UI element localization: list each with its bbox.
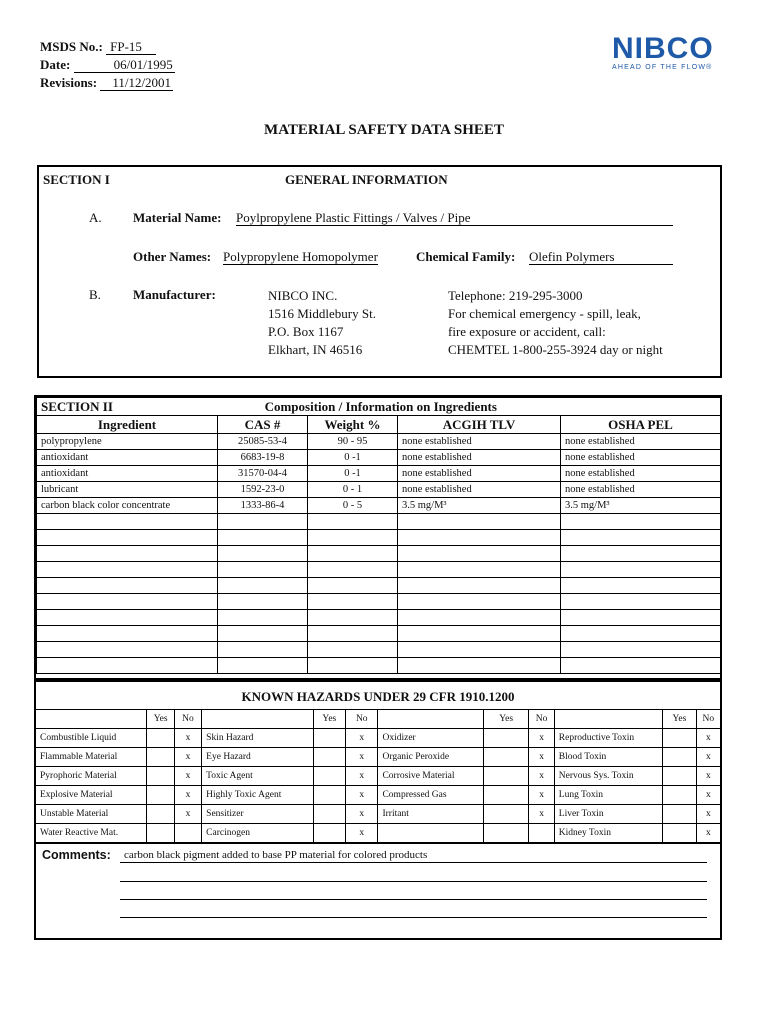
ingredient-name xyxy=(37,562,218,578)
msds-number-value: FP-15 xyxy=(106,39,156,55)
hazard-no: x xyxy=(346,805,378,824)
acgih-tlv xyxy=(398,610,561,626)
yes-header: Yes xyxy=(663,710,696,729)
hazard-name: Carcinogen xyxy=(202,824,313,843)
acgih-tlv xyxy=(398,658,561,674)
hazard-no: x xyxy=(529,748,554,767)
acgih-tlv xyxy=(398,578,561,594)
acgih-tlv xyxy=(398,530,561,546)
hazard-no: x xyxy=(696,767,720,786)
hazard-yes xyxy=(483,729,529,748)
hazard-yes xyxy=(663,767,696,786)
hazard-name: Flammable Material xyxy=(36,748,147,767)
revisions-field xyxy=(40,74,173,91)
hazard-no: x xyxy=(696,824,720,843)
hazard-no: x xyxy=(174,786,201,805)
cas-number: 1333-86-4 xyxy=(218,498,308,514)
contact-line: fire exposure or accident, call: xyxy=(448,324,606,339)
ingredient-row xyxy=(37,482,721,498)
blank-row xyxy=(37,642,721,658)
hazards-header-row xyxy=(36,710,721,729)
hazard-no: x xyxy=(529,767,554,786)
manufacturer-address xyxy=(268,287,376,359)
column-header: Ingredient xyxy=(37,416,218,434)
hazard-yes xyxy=(147,824,174,843)
cas-number xyxy=(218,546,308,562)
section-1-heading: GENERAL INFORMATION xyxy=(285,172,448,187)
material-name-value: Poylpropylene Plastic Fittings / Valves / Pipe xyxy=(236,210,673,226)
weight-percent xyxy=(308,578,398,594)
no-header: No xyxy=(696,710,720,729)
weight-percent xyxy=(308,626,398,642)
hazard-no: x xyxy=(696,729,720,748)
hazard-name: Sensitizer xyxy=(202,805,313,824)
cas-number xyxy=(218,658,308,674)
hazard-yes xyxy=(147,729,174,748)
revisions-label: Revisions: xyxy=(40,75,98,90)
ingredient-row xyxy=(37,498,721,514)
osha-pel: none established xyxy=(561,434,721,450)
hazard-name: Blood Toxin xyxy=(554,748,662,767)
ingredient-row xyxy=(37,434,721,450)
hazard-name-header xyxy=(554,710,662,729)
osha-pel: none established xyxy=(561,482,721,498)
hazard-name-header xyxy=(36,710,147,729)
hazard-name: Organic Peroxide xyxy=(378,748,483,767)
osha-pel: none established xyxy=(561,450,721,466)
comment-line xyxy=(120,899,707,900)
comment-line xyxy=(120,917,707,918)
blank-row xyxy=(37,514,721,530)
hazard-yes xyxy=(663,824,696,843)
weight-percent xyxy=(308,546,398,562)
hazard-yes xyxy=(313,805,345,824)
cas-number xyxy=(218,626,308,642)
hazard-name: Explosive Material xyxy=(36,786,147,805)
cas-number xyxy=(218,610,308,626)
section-2-heading: Composition / Information on Ingredients xyxy=(218,398,721,416)
acgih-tlv: none established xyxy=(398,434,561,450)
acgih-tlv xyxy=(398,546,561,562)
composition-table xyxy=(36,397,721,674)
material-name-label: Material Name: xyxy=(133,210,222,225)
comment-line xyxy=(120,862,707,863)
manufacturer-line: NIBCO INC. xyxy=(268,288,338,303)
hazard-name: Nervous Sys. Toxin xyxy=(554,767,662,786)
hazard-yes xyxy=(663,729,696,748)
contact-line: CHEMTEL 1-800-255-3924 day or night xyxy=(448,342,663,357)
hazard-name: Highly Toxic Agent xyxy=(202,786,313,805)
blank-row xyxy=(37,562,721,578)
weight-percent: 0 - 5 xyxy=(308,498,398,514)
blank-row xyxy=(37,578,721,594)
hazard-name: Skin Hazard xyxy=(202,729,313,748)
blank-row xyxy=(37,658,721,674)
hazard-no: x xyxy=(174,805,201,824)
hazard-name: Pyrophoric Material xyxy=(36,767,147,786)
weight-percent: 90 - 95 xyxy=(308,434,398,450)
weight-percent xyxy=(308,562,398,578)
cas-number: 6683-19-8 xyxy=(218,450,308,466)
ingredient-name xyxy=(37,642,218,658)
hazard-row xyxy=(36,824,721,843)
acgih-tlv xyxy=(398,642,561,658)
comment-line xyxy=(120,881,707,882)
hazard-no: x xyxy=(696,748,720,767)
msds-number-label: MSDS No.: xyxy=(40,39,103,54)
logo-wordmark: NIBCO xyxy=(612,32,714,65)
column-header: ACGIH TLV xyxy=(398,416,561,434)
logo-tagline: AHEAD OF THE FLOW® xyxy=(612,64,713,71)
hazard-yes xyxy=(483,786,529,805)
revisions-value: 11/12/2001 xyxy=(100,75,173,91)
no-header: No xyxy=(529,710,554,729)
osha-pel xyxy=(561,546,721,562)
ingredient-name: antioxidant xyxy=(37,466,218,482)
hazard-yes xyxy=(147,805,174,824)
hazard-no: x xyxy=(346,824,378,843)
ingredient-name xyxy=(37,546,218,562)
hazard-yes xyxy=(313,767,345,786)
hazard-yes xyxy=(483,805,529,824)
cas-number xyxy=(218,562,308,578)
cas-number xyxy=(218,514,308,530)
no-header: No xyxy=(346,710,378,729)
hazard-row xyxy=(36,805,721,824)
hazard-no: x xyxy=(696,805,720,824)
contact-line: For chemical emergency - spill, leak, xyxy=(448,306,641,321)
weight-percent xyxy=(308,610,398,626)
cas-number xyxy=(218,530,308,546)
hazard-name: Corrosive Material xyxy=(378,767,483,786)
blank-row xyxy=(37,626,721,642)
hazard-name: Oxidizer xyxy=(378,729,483,748)
ingredient-name: polypropylene xyxy=(37,434,218,450)
osha-pel xyxy=(561,626,721,642)
hazard-yes xyxy=(313,729,345,748)
hazards-table xyxy=(35,709,721,843)
section-2-header-row xyxy=(37,398,721,416)
osha-pel xyxy=(561,562,721,578)
acgih-tlv: none established xyxy=(398,482,561,498)
yes-header: Yes xyxy=(483,710,529,729)
section-2-box xyxy=(34,395,722,680)
hazard-yes xyxy=(663,748,696,767)
yes-header: Yes xyxy=(147,710,174,729)
column-header: OSHA PEL xyxy=(561,416,721,434)
comments-text: carbon black pigment added to base PP material for colored products xyxy=(124,849,428,861)
ingredient-name xyxy=(37,658,218,674)
column-header: Weight % xyxy=(308,416,398,434)
manufacturer-line: 1516 Middlebury St. xyxy=(268,306,376,321)
section-1-label: SECTION I xyxy=(43,172,110,187)
chemical-family-value: Olefin Polymers xyxy=(529,249,673,265)
weight-percent xyxy=(308,658,398,674)
ingredient-name xyxy=(37,610,218,626)
hazard-yes xyxy=(313,748,345,767)
hazard-no: x xyxy=(346,786,378,805)
manufacturer-label: Manufacturer: xyxy=(133,287,216,302)
item-a-letter: A. xyxy=(89,210,102,225)
acgih-tlv: none established xyxy=(398,450,561,466)
hazard-yes xyxy=(147,767,174,786)
hazard-name: Combustible Liquid xyxy=(36,729,147,748)
other-names-value: Polypropylene Homopolymer xyxy=(223,249,378,264)
document-title: MATERIAL SAFETY DATA SHEET xyxy=(264,122,504,138)
cas-number: 1592-23-0 xyxy=(218,482,308,498)
hazard-row xyxy=(36,748,721,767)
msds-number xyxy=(40,38,156,55)
hazard-yes xyxy=(483,767,529,786)
comments-box xyxy=(34,842,722,940)
hazard-name: Reproductive Toxin xyxy=(554,729,662,748)
no-header: No xyxy=(174,710,201,729)
yes-header: Yes xyxy=(313,710,345,729)
ingredient-name xyxy=(37,578,218,594)
blank-row xyxy=(37,546,721,562)
hazard-no: x xyxy=(529,805,554,824)
acgih-tlv xyxy=(398,562,561,578)
hazard-no xyxy=(529,824,554,843)
hazard-no: x xyxy=(174,729,201,748)
acgih-tlv xyxy=(398,594,561,610)
hazard-no: x xyxy=(346,729,378,748)
weight-percent: 0 -1 xyxy=(308,466,398,482)
item-b-letter: B. xyxy=(89,287,101,302)
cas-number xyxy=(218,594,308,610)
hazard-no: x xyxy=(174,767,201,786)
osha-pel xyxy=(561,610,721,626)
osha-pel xyxy=(561,578,721,594)
hazard-name: Lung Toxin xyxy=(554,786,662,805)
hazard-no: x xyxy=(696,786,720,805)
ingredient-name: lubricant xyxy=(37,482,218,498)
ingredient-name xyxy=(37,530,218,546)
acgih-tlv: none established xyxy=(398,466,561,482)
date-value: 06/01/1995 xyxy=(74,57,175,73)
blank-row xyxy=(37,530,721,546)
hazard-row xyxy=(36,729,721,748)
hazard-yes xyxy=(483,748,529,767)
column-header: CAS # xyxy=(218,416,308,434)
hazard-yes xyxy=(663,786,696,805)
weight-percent xyxy=(308,514,398,530)
osha-pel: none established xyxy=(561,466,721,482)
osha-pel xyxy=(561,530,721,546)
ingredient-row xyxy=(37,466,721,482)
hazard-name: Toxic Agent xyxy=(202,767,313,786)
manufacturer-contact xyxy=(448,287,663,359)
ingredient-name: antioxidant xyxy=(37,450,218,466)
ingredient-name xyxy=(37,594,218,610)
weight-percent: 0 - 1 xyxy=(308,482,398,498)
hazard-yes xyxy=(313,786,345,805)
hazard-name: Compressed Gas xyxy=(378,786,483,805)
hazard-name xyxy=(378,824,483,843)
blank-row xyxy=(37,610,721,626)
chemical-family-label: Chemical Family: xyxy=(416,249,516,264)
hazard-no: x xyxy=(174,748,201,767)
cas-number: 31570-04-4 xyxy=(218,466,308,482)
nibco-logo xyxy=(612,34,730,71)
osha-pel xyxy=(561,594,721,610)
acgih-tlv xyxy=(398,626,561,642)
cas-number: 25085-53-4 xyxy=(218,434,308,450)
ingredient-name: carbon black color concentrate xyxy=(37,498,218,514)
hazard-no: x xyxy=(529,729,554,748)
hazard-yes xyxy=(313,824,345,843)
hazard-no xyxy=(174,824,201,843)
section-1-box xyxy=(37,165,722,378)
hazard-yes xyxy=(483,824,529,843)
hazard-name: Water Reactive Mat. xyxy=(36,824,147,843)
hazard-name: Unstable Material xyxy=(36,805,147,824)
blank-row xyxy=(37,594,721,610)
contact-line: Telephone: 219-295-3000 xyxy=(448,288,583,303)
hazard-row xyxy=(36,767,721,786)
hazard-name: Liver Toxin xyxy=(554,805,662,824)
manufacturer-line: Elkhart, IN 46516 xyxy=(268,342,363,357)
cas-number xyxy=(218,642,308,658)
other-names-label: Other Names: xyxy=(133,249,212,264)
osha-pel xyxy=(561,514,721,530)
hazard-no: x xyxy=(346,767,378,786)
weight-percent xyxy=(308,642,398,658)
comments-label: Comments: xyxy=(42,848,111,862)
hazard-yes xyxy=(147,786,174,805)
hazard-no: x xyxy=(346,748,378,767)
hazards-box xyxy=(34,680,722,844)
composition-column-headers xyxy=(37,416,721,434)
weight-percent xyxy=(308,530,398,546)
ingredient-name xyxy=(37,514,218,530)
hazard-name: Eye Hazard xyxy=(202,748,313,767)
hazards-heading: KNOWN HAZARDS UNDER 29 CFR 1910.1200 xyxy=(241,689,515,704)
weight-percent: 0 -1 xyxy=(308,450,398,466)
manufacturer-line: P.O. Box 1167 xyxy=(268,324,344,339)
ingredient-row xyxy=(37,450,721,466)
acgih-tlv xyxy=(398,514,561,530)
date-label: Date: xyxy=(40,57,71,72)
section-2-label: SECTION II xyxy=(37,398,218,416)
osha-pel xyxy=(561,658,721,674)
hazard-name-header xyxy=(202,710,313,729)
hazard-no: x xyxy=(529,786,554,805)
hazard-row xyxy=(36,786,721,805)
hazard-name: Irritant xyxy=(378,805,483,824)
hazard-yes xyxy=(663,805,696,824)
hazard-yes xyxy=(147,748,174,767)
hazard-name-header xyxy=(378,710,483,729)
date-field xyxy=(40,56,175,73)
cas-number xyxy=(218,578,308,594)
osha-pel: 3.5 mg/M³ xyxy=(561,498,721,514)
osha-pel xyxy=(561,642,721,658)
weight-percent xyxy=(308,594,398,610)
acgih-tlv: 3.5 mg/M³ xyxy=(398,498,561,514)
hazard-name: Kidney Toxin xyxy=(554,824,662,843)
ingredient-name xyxy=(37,626,218,642)
